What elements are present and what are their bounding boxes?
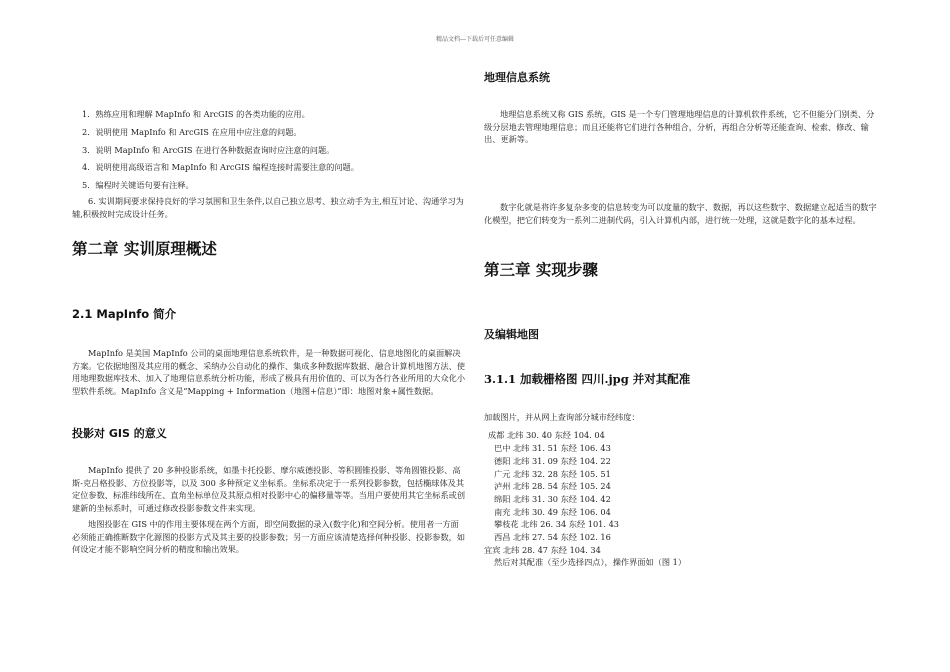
city-row: 德阳 北纬 31. 09 东经 104. 22	[494, 456, 611, 466]
list-item: 2．说明使用 MapInfo 和 ArcGIS 在应用中应注意的问题。	[82, 127, 302, 137]
city-row: 宜宾 北纬 28. 47 东经 104. 34	[484, 545, 601, 555]
chapter-2-heading: 第二章 实训原理概述	[72, 240, 217, 258]
city-row: 成都 北纬 30. 40 东经 104. 04	[488, 430, 605, 440]
city-row: 泸州 北纬 28. 54 东经 105. 24	[494, 481, 611, 491]
projection-heading: 投影对 GIS 的意义	[72, 427, 167, 440]
gis-paragraph: 地理信息系统又称 GIS 系统，GIS 是一个专门管理地理信息的计算机软件系统，它不但能分门别类、分级分层地去管理地理信息；而且还能将它们进行各种组合，分析，再组合分析等还能查询、检索、修改、输出、更新等。	[484, 109, 875, 145]
city-row: 南充 北纬 30. 49 东经 106. 04	[494, 507, 611, 517]
page-header: 精品文档---下载后可任意编辑	[435, 36, 515, 43]
list-item-6: 6. 实训期间要求保持良好的学习氛围和卫生条件,以自己独立思考、独立动手为主,相互讨论、沟通学习为辅,积极按时完成设计任务。	[72, 196, 464, 219]
projection-paragraph-2: 地图投影在 GIS 中的作用主要体现在两个方面，即空间数据的录入(数字化)和空间分析。使用者一方面必须能正确推断数字化源图的投影方式及其主要的投影参数；另一方面应该清楚选择何种投影、投影参数，如何设定才能不影响空间分析的精度和输出效果。	[72, 519, 466, 555]
list-item: 5．编程时关键语句要有注释。	[82, 180, 194, 190]
edit-map-heading: 及编辑地图	[484, 328, 539, 341]
city-row: 攀枝花 北纬 26. 34 东经 101. 43	[494, 519, 620, 529]
projection-paragraph-1: MapInfo 提供了 20 多种投影系统，如墨卡托投影、摩尔威德投影、等积圆锥投影、等角圆锥投影、高斯-克吕格投影、方位投影等，以及 300 多种预定义坐标系。坐标系决定于一系列投影参数，包括椭球体及其定位参数、标准纬线所在、直角坐标单位及其原点相对投影中心的偏移量等等。当用户要使用其它坐标系或创建新的坐标系时，可通过修改投影参数文件来实现。	[72, 465, 466, 513]
mapinfo-paragraph: MapInfo 是美国 MapInfo 公司的桌面地理信息系统软件，是一种数据可视化、信息地图化的桌面解决方案。它依据地图及其应用的概念、采纳办公自动化的操作、集成多种数据库数据、融合计算机地图方法、使用地理数据库技术、加入了地理信息系统分析功能，形成了极具有用价值的、可以为各行各业所用的大众化小型软件系统。MapInfo 含义是“Mapping + Information（地图+信息）”即：地图对象+属性数据。	[72, 348, 466, 396]
gis-heading: 地理信息系统	[484, 71, 550, 84]
digitization-paragraph: 数字化就是将许多复杂多变的信息转变为可以度量的数字、数据，再以这些数字、数据建立起适当的数字化模型，把它们转变为一系列二进制代码，引入计算机内部，进行统一处理，这就是数字化的基本过程。	[484, 202, 877, 225]
registration-instruction: 然后对其配准（至少选择四点），操作界面如（图 1）	[494, 557, 687, 567]
list-item: 4．说明使用高级语言和 MapInfo 和 ArcGIS 编程连接时需要注意的问题。	[82, 162, 359, 172]
city-row: 绵阳 北纬 31. 30 东经 104. 42	[494, 494, 611, 504]
section-3-1-1-heading: 3.1.1 加载栅格图 四川.jpg 并对其配准	[484, 372, 691, 386]
list-item: 1．熟练应用和理解 MapInfo 和 ArcGIS 的各类功能的应用。	[82, 109, 310, 119]
load-text: 加载图片，并从网上查询部分城市经纬度：	[484, 412, 640, 422]
list-item: 3．说明 MapInfo 和 ArcGIS 在进行各种数据查询时应注意的问题。	[82, 145, 335, 155]
city-row: 西昌 北纬 27. 54 东经 102. 16	[494, 532, 611, 542]
section-2-1-heading: 2.1 MapInfo 简介	[72, 307, 177, 321]
city-row: 巴中 北纬 31. 51 东经 106. 43	[494, 443, 611, 453]
city-row: 广元 北纬 32. 28 东经 105. 51	[494, 469, 611, 479]
chapter-3-heading: 第三章 实现步骤	[484, 261, 598, 279]
